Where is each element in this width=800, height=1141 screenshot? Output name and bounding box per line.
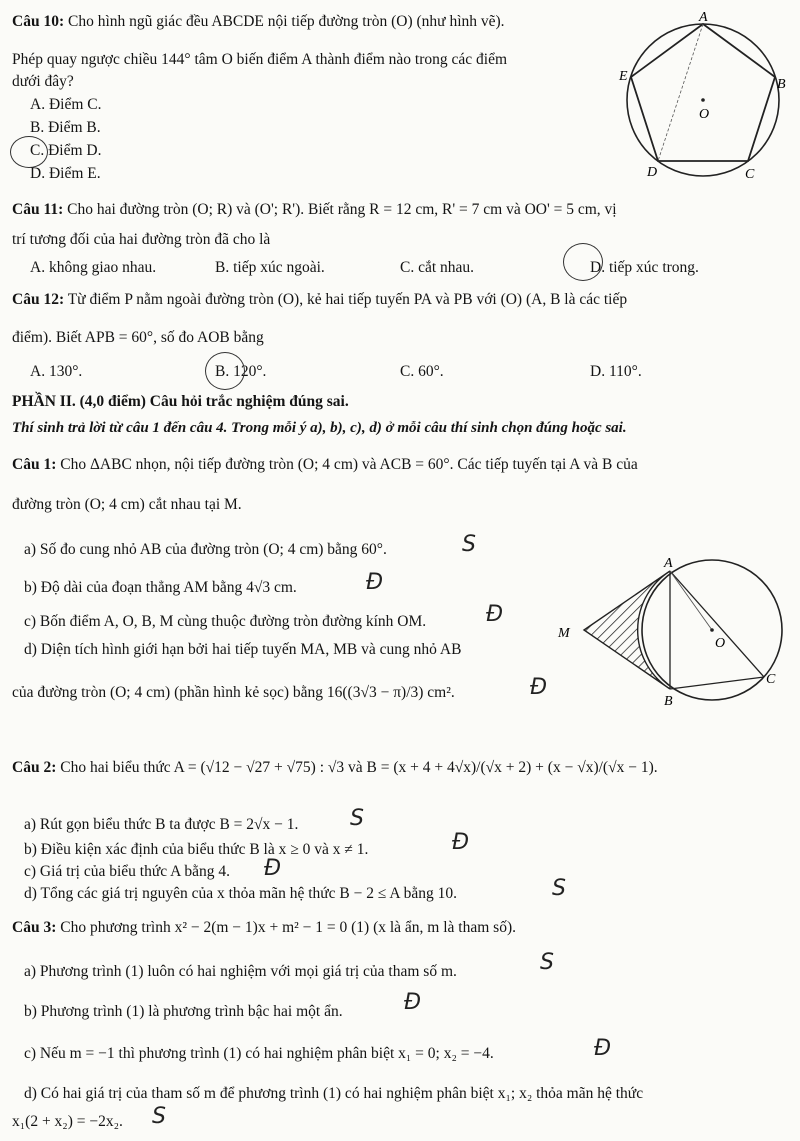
part2-instruction: Thí sinh trả lời từ câu 1 đến câu 4. Trong mỗi ý a), b), c), d) ở mỗi câu thí sinh chọn đúng hoặc sai. [12, 420, 627, 436]
handwritten-circle-q12 [205, 352, 245, 390]
p3-mark-d: S [152, 1104, 166, 1129]
q10-option-a: A. Điểm C. [30, 96, 102, 113]
p2-statement-c: c) Giá trị của biểu thức A bằng 4. [24, 863, 230, 880]
p2-text-1: Cho hai biểu thức A = (√12 − √27 + √75) : √3 và B = (x + 4 + 4√x)/(√x + 2) + (x − √x)/(√x − 1). [60, 759, 658, 776]
q11-line1 [12, 200, 790, 220]
p1-statement-b: b) Độ dài của đoạn thẳng AM bằng 4√3 cm. [24, 579, 297, 596]
p1-mark-c: Đ [486, 602, 504, 627]
pentagon-label-c: C [745, 167, 755, 182]
q10-text-1: Cho hình ngũ giác đều ABCDE nội tiếp đường tròn (O) (như hình vẽ). [67, 13, 505, 30]
tangent-label-m: M [558, 626, 570, 641]
p2-statement-b: b) Điều kiện xác định của biểu thức B là x ≥ 0 và x ≠ 1. [24, 841, 369, 858]
pentagon-label-a: A [699, 10, 708, 25]
p1-mark-a: S [462, 532, 476, 557]
handwritten-circle-q10 [10, 136, 48, 168]
p2-mark-b: Đ [452, 830, 470, 855]
q11-option-a: A. không giao nhau. [30, 259, 157, 276]
q12-option-c: C. 60°. [400, 363, 444, 380]
p3-mark-b: Đ [404, 990, 422, 1015]
q12-option-b: B. 120°. [215, 363, 267, 380]
p1-text-2: đường tròn (O; 4 cm) cắt nhau tại M. [12, 496, 242, 513]
p1-line1 [12, 455, 790, 475]
p1-statement-a: a) Số đo cung nhỏ AB của đường tròn (O; 4 cm) bằng 60°. [24, 541, 387, 558]
pentagon-label-o: O [699, 107, 710, 122]
handwritten-circle-q11 [563, 243, 603, 281]
pentagon-figure [615, 8, 795, 183]
p3-label: Câu 3: [12, 919, 57, 936]
q12-text-1: Từ điểm P nằm ngoài đường tròn (O), kẻ hai tiếp tuyến PA và PB với (O) (A, B là các tiếp [67, 291, 628, 308]
q12-label: Câu 12: [12, 291, 65, 308]
p2-mark-a: S [350, 806, 364, 831]
q10-option-b: B. Điểm B. [30, 119, 101, 136]
p1-text-1: Cho ΔABC nhọn, nội tiếp đường tròn (O; 4 cm) và ACB = 60°. Các tiếp tuyến tại A và B của [60, 456, 638, 473]
q11-label: Câu 11: [12, 201, 64, 218]
q10-option-c: C. Điểm D. [30, 142, 102, 159]
q10-text-3: dưới đây? [12, 73, 74, 90]
p3-text-1: Cho phương trình x² − 2(m − 1)x + m² − 1 = 0 (1) (x là ẩn, m là tham số). [60, 919, 516, 936]
p1-statement-c: c) Bốn điểm A, O, B, M cùng thuộc đường tròn đường kính OM. [24, 613, 427, 630]
p1-mark-d: Đ [530, 675, 548, 700]
q11-option-b: B. tiếp xúc ngoài. [215, 259, 325, 276]
q11-text-1: Cho hai đường tròn (O; R) và (O'; R'). Biết rằng R = 12 cm, R' = 7 cm và OO' = 5 cm, vị [67, 201, 617, 218]
q11-text-2: trí tương đối của hai đường tròn đã cho là [12, 231, 271, 248]
q12-line1 [12, 290, 790, 310]
p2-statement-a: a) Rút gọn biểu thức B ta được B = 2√x − 1. [24, 816, 299, 833]
q12-option-a: A. 130°. [30, 363, 83, 380]
tangent-figure [552, 555, 792, 715]
q10-label: Câu 10: [12, 13, 65, 30]
q10-text-2: Phép quay ngược chiều 144° tâm O biến điểm A thành điểm nào trong các điểm [12, 51, 508, 68]
p1-statement-d-1: d) Diện tích hình giới hạn bởi hai tiếp tuyến MA, MB và cung nhỏ AB [24, 641, 462, 658]
p3-statement-d-1: d) Có hai giá trị của tham số m để phương trình (1) có hai nghiệm phân biệt x₁; x₂ thỏa mãn hệ thức [24, 1085, 644, 1102]
tangent-label-b: B [664, 694, 673, 709]
q10-option-d: D. Điểm E. [30, 165, 101, 182]
p2-label: Câu 2: [12, 759, 57, 776]
p3-statement-b: b) Phương trình (1) là phương trình bậc hai một ẩn. [24, 1003, 343, 1020]
q11-option-d: D. tiếp xúc trong. [590, 259, 699, 276]
p1-statement-d-2: của đường tròn (O; 4 cm) (phần hình kẻ sọc) bằng 16((3√3 − π)/3) cm². [12, 684, 455, 701]
q12-option-d: D. 110°. [590, 363, 642, 380]
tangent-label-a: A [664, 556, 673, 571]
pentagon-label-e: E [619, 69, 628, 84]
p1-mark-b: Đ [366, 570, 384, 595]
p3-statement-a: a) Phương trình (1) luôn có hai nghiệm với mọi giá trị của tham số m. [24, 963, 457, 980]
p2-mark-c: Đ [264, 856, 282, 881]
q12-text-2: điểm). Biết APB = 60°, số đo AOB bằng [12, 329, 264, 346]
part2-title: PHẦN II. (4,0 điểm) Câu hỏi trắc nghiệm đúng sai. [12, 393, 349, 410]
pentagon-label-d: D [647, 165, 658, 180]
q11-option-c: C. cắt nhau. [400, 259, 475, 276]
p3-mark-c: Đ [594, 1036, 612, 1061]
tangent-label-o: O [715, 636, 726, 651]
p3-line1 [12, 918, 790, 938]
p2-statement-d: d) Tổng các giá trị nguyên của x thỏa mãn hệ thức B − 2 ≤ A bằng 10. [24, 885, 458, 902]
p2-mark-d: S [552, 876, 566, 901]
pentagon-label-b: B [777, 77, 786, 92]
p3-mark-a: S [540, 950, 554, 975]
tangent-label-c: C [766, 672, 776, 687]
p1-label: Câu 1: [12, 456, 57, 473]
p2-line1 [12, 758, 790, 778]
p3-statement-d-2: x₁(2 + x₂) = −2x₂. [12, 1113, 123, 1130]
p3-statement-c: c) Nếu m = −1 thì phương trình (1) có hai nghiệm phân biệt x₁ = 0; x₂ = −4. [24, 1045, 494, 1062]
